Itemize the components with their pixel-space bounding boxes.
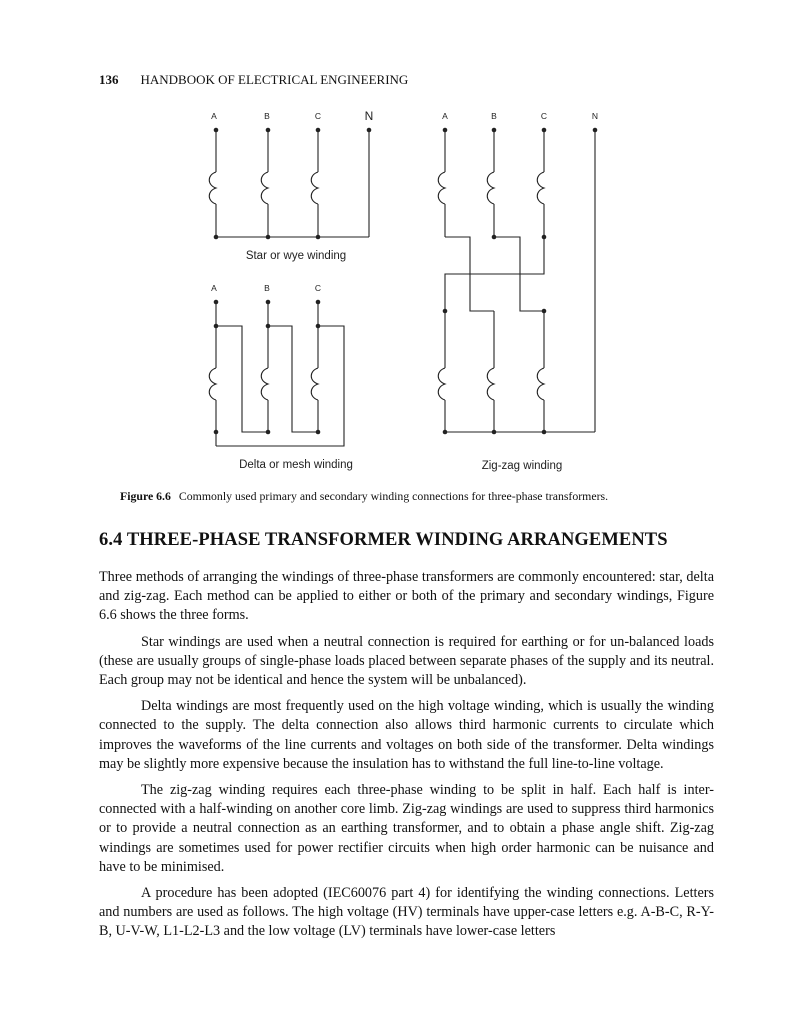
delta-terminal-c: C (314, 283, 322, 293)
zigzag-terminal-n: N (591, 111, 599, 121)
book-title: HANDBOOK OF ELECTRICAL ENGINEERING (140, 72, 409, 87)
paragraph: The zig-zag winding requires each three-phase winding to be split in half. Each half is inter-connected with a half-winding on another core limb. Zig-zag windings are used to suppress third harmonics or to provide a neutral connection as an earthing transformer, and to obtain a phase angle shift. Zig-zag windings are sometimes used for power rectifier circuits when high order harmonic can be nuisance and have to be minimised. (99, 782, 714, 875)
paragraph: Three methods of arranging the windings of three-phase transformers are commonly encountered: star, delta and zig-zag. Each method can be applied to either or both of the primary and secondary windings, Figure 6.6 shows the three forms. (99, 569, 714, 624)
zigzag-terminal-a: A (442, 111, 448, 121)
running-head (99, 72, 408, 88)
figure-caption-text: Commonly used primary and secondary winding connections for three-phase transformers. (178, 489, 609, 503)
delta-terminal-a: A (211, 283, 217, 293)
star-terminal-c: C (314, 111, 322, 121)
delta-winding-diagram (209, 283, 353, 471)
star-terminal-n: N (364, 109, 374, 123)
section-heading: 6.4 THREE-PHASE TRANSFORMER WINDING ARRANGEMENTS (99, 530, 668, 550)
zigzag-winding-diagram (438, 111, 598, 472)
figure-caption (120, 489, 608, 504)
zigzag-terminal-b: B (491, 111, 497, 121)
paragraph: A procedure has been adopted (IEC60076 part 4) for identifying the winding connections. Letters and numbers are used as follows. The high voltage (HV) terminals have upper-case letters e.g. A-B-C, R-Y-B, U-V-W, L1-L2-L3 and the low voltage (LV) terminals have lower-case letters (99, 885, 714, 940)
delta-winding-label: Delta or mesh winding (239, 459, 353, 471)
paragraph: Delta windings are most frequently used on the high voltage winding, which is usually the winding connected to the supply. The delta connection also allows third harmonic currents to circulate which improves the waveforms of the line currents and voltages on both side of the transformer. Delta windings may be slightly more expensive because the insulation has to withstand the full line-to-line voltage. (99, 698, 714, 772)
section-body (99, 568, 714, 949)
zigzag-winding-label: Zig-zag winding (481, 460, 563, 472)
star-winding-label: Star or wye winding (245, 250, 347, 262)
figure-number: Figure 6.6 (120, 489, 171, 503)
page-number: 136 (99, 72, 119, 87)
winding-connections-figure (0, 100, 786, 485)
paragraph: Star windings are used when a neutral connection is required for earthing or for un-balanced loads (these are usually groups of single-phase loads placed between separate phases of the supply and its neutral. Each group may not be identical and hence the system will be unbalanced). (99, 633, 714, 689)
star-winding-diagram (209, 109, 373, 262)
zigzag-terminal-c: C (540, 111, 548, 121)
delta-terminal-b: B (264, 283, 270, 293)
star-terminal-b: B (264, 111, 270, 121)
star-terminal-a: A (211, 111, 217, 121)
